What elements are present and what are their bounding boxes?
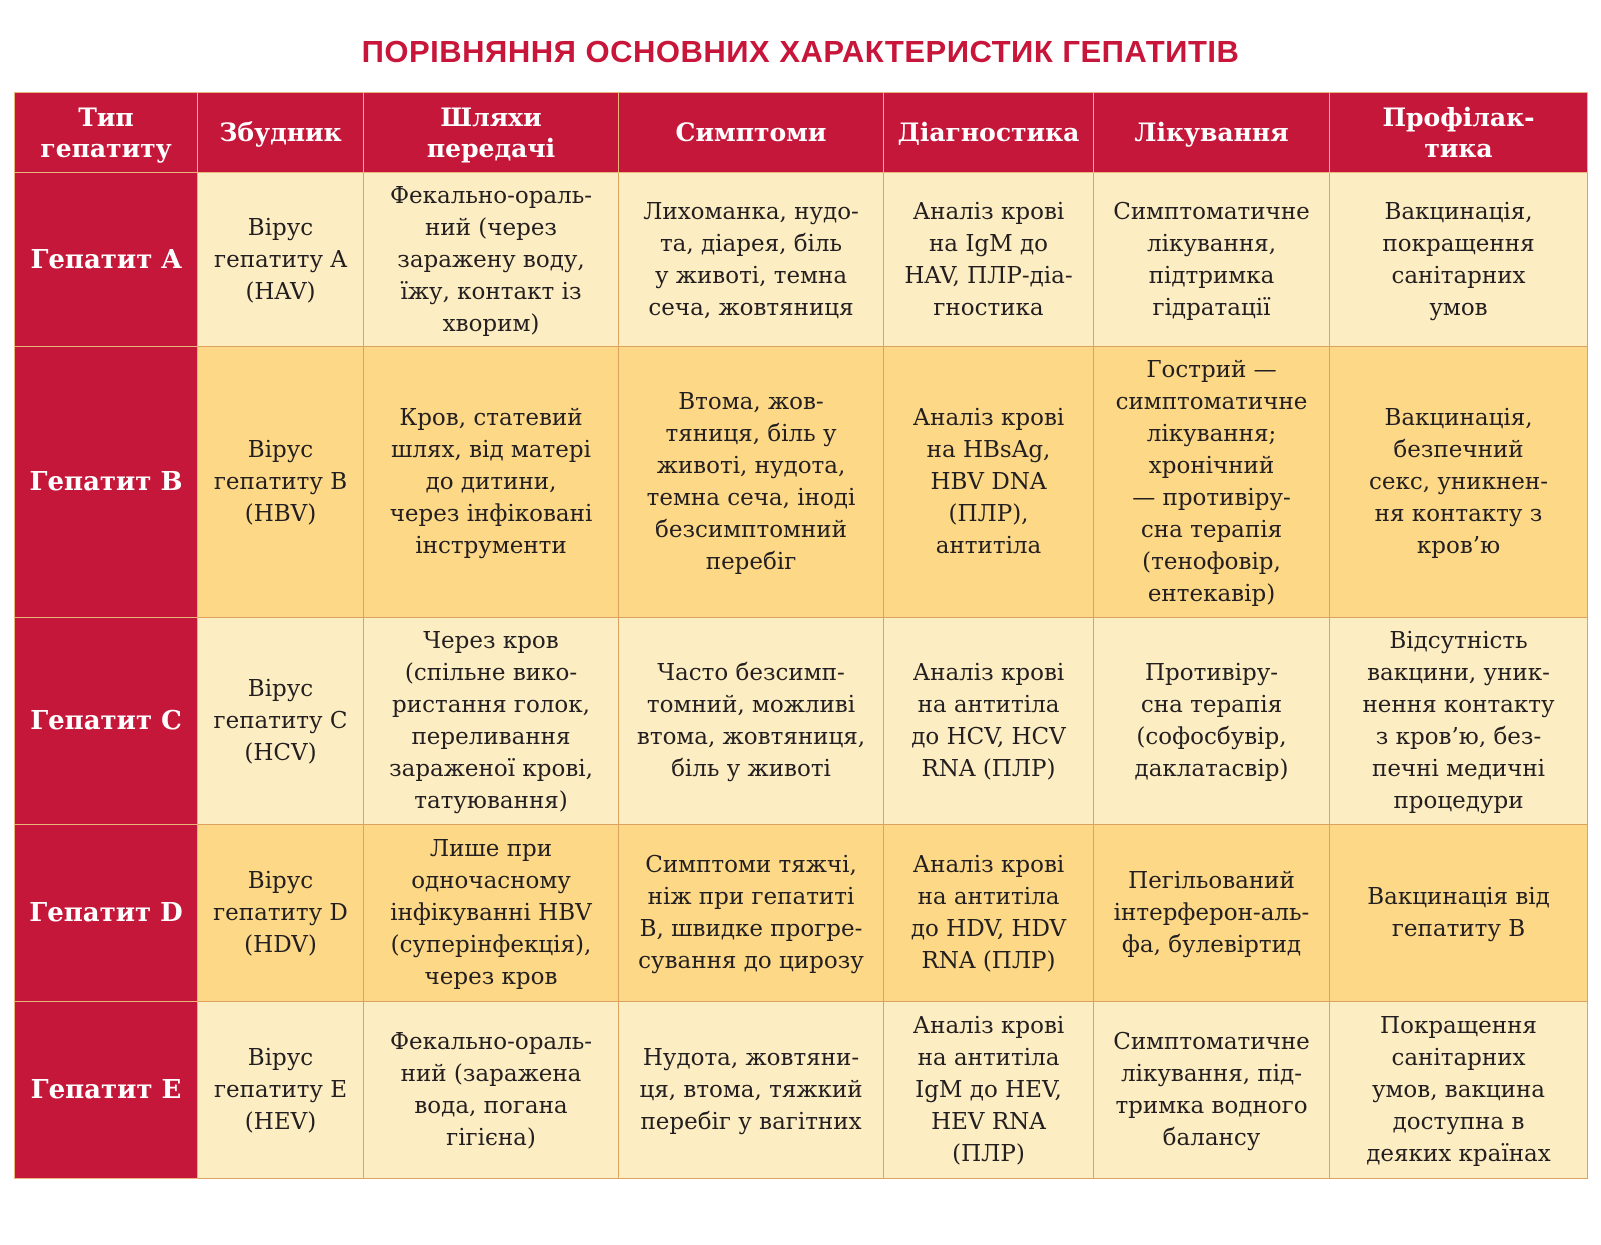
hepatitis-type: Гепатит E	[15, 1002, 198, 1179]
hepatitis-type: Гепатит B	[15, 347, 198, 618]
prevention-cell: Покращення санітарних умов, вакцина доступна в деяких країнах	[1330, 1002, 1588, 1179]
table-row	[15, 825, 1588, 1002]
transmission-cell: Лише при одночасному інфікуванні HBV (суперінфекція), через кров	[364, 825, 619, 1002]
treatment-cell: Пегільований інтерферон-аль- фа, булевіртид	[1094, 825, 1330, 1002]
pathogen-cell: Вірус гепатиту D (HDV)	[198, 825, 364, 1002]
treatment-cell: Симптоматичне лікування, під- тримка водного балансу	[1094, 1002, 1330, 1179]
pathogen-cell: Вірус гепатиту E (HEV)	[198, 1002, 364, 1179]
header-prevention: Профілак- тика	[1330, 93, 1588, 173]
diagnostics-cell: Аналіз крові на антитіла IgM до HEV, HEV RNA (ПЛР)	[884, 1002, 1094, 1179]
diagnostics-cell: Аналіз крові на антитіла до HDV, HDV RNA (ПЛР)	[884, 825, 1094, 1002]
hepatitis-type: Гепатит D	[15, 825, 198, 1002]
transmission-cell: Кров, статевий шлях, від матері до дитини, через інфіковані інструменти	[364, 347, 619, 618]
symptoms-cell: Лихоманка, нудо- та, діарея, біль у животі, темна сеча, жовтяниця	[619, 173, 884, 347]
prevention-cell: Вакцинація від гепатиту B	[1330, 825, 1588, 1002]
treatment-cell: Гострий — симптоматичне лікування; хронічний — противіру- сна терапія (тенофовір, ентекавір)	[1094, 347, 1330, 618]
page-title: ПОРІВНЯННЯ ОСНОВНИХ ХАРАКТЕРИСТИК ГЕПАТИТІВ	[361, 34, 1240, 69]
pathogen-cell: Вірус гепатиту B (HBV)	[198, 347, 364, 618]
table-row	[15, 173, 1588, 347]
transmission-cell: Фекально-ораль- ний (заражена вода, погана гігієна)	[364, 1002, 619, 1179]
pathogen-cell: Вірус гепатиту C (HCV)	[198, 618, 364, 825]
hepatitis-type: Гепатит A	[15, 173, 198, 347]
hepatitis-comparison-table	[14, 92, 1588, 1179]
header-type: Тип гепатиту	[15, 93, 198, 173]
hepatitis-type: Гепатит C	[15, 618, 198, 825]
prevention-cell: Вакцинація, покращення санітарних умов	[1330, 173, 1588, 347]
table-row	[15, 1002, 1588, 1179]
table-header-row	[15, 93, 1588, 173]
transmission-cell: Фекально-ораль- ний (через заражену воду, їжу, контакт із хворим)	[364, 173, 619, 347]
treatment-cell: Противіру- сна терапія (софосбувір, даклатасвір)	[1094, 618, 1330, 825]
symptoms-cell: Нудота, жовтяни- ця, втома, тяжкий перебіг у вагітних	[619, 1002, 884, 1179]
header-diagnostics: Діагностика	[884, 93, 1094, 173]
treatment-cell: Симптоматичне лікування, підтримка гідратації	[1094, 173, 1330, 347]
prevention-cell: Вакцинація, безпечний секс, уникнен- ня контакту з кров’ю	[1330, 347, 1588, 618]
header-pathogen: Збудник	[198, 93, 364, 173]
header-treatment: Лікування	[1094, 93, 1330, 173]
table-row	[15, 347, 1588, 618]
symptoms-cell: Втома, жов- тяниця, біль у животі, нудота, темна сеча, іноді безсимптомний перебіг	[619, 347, 884, 618]
transmission-cell: Через кров (спільне вико- ристання голок, переливання зараженої крові, татуювання)	[364, 618, 619, 825]
diagnostics-cell: Аналіз крові на антитіла до HCV, HCV RNA (ПЛР)	[884, 618, 1094, 825]
header-symptoms: Симптоми	[619, 93, 884, 173]
diagnostics-cell: Аналіз крові на IgM до HAV, ПЛР-діа- гностика	[884, 173, 1094, 347]
prevention-cell: Відсутність вакцини, уник- нення контакту з кров’ю, без- печні медичні процедури	[1330, 618, 1588, 825]
table-row	[15, 618, 1588, 825]
symptoms-cell: Симптоми тяжчі, ніж при гепатиті B, швидке прогре- сування до цирозу	[619, 825, 884, 1002]
pathogen-cell: Вірус гепатиту A (HAV)	[198, 173, 364, 347]
diagnostics-cell: Аналіз крові на HBsAg, HBV DNA (ПЛР), антитіла	[884, 347, 1094, 618]
symptoms-cell: Часто безсимп- томний, можливі втома, жовтяниця, біль у животі	[619, 618, 884, 825]
header-transmission: Шляхи передачі	[364, 93, 619, 173]
